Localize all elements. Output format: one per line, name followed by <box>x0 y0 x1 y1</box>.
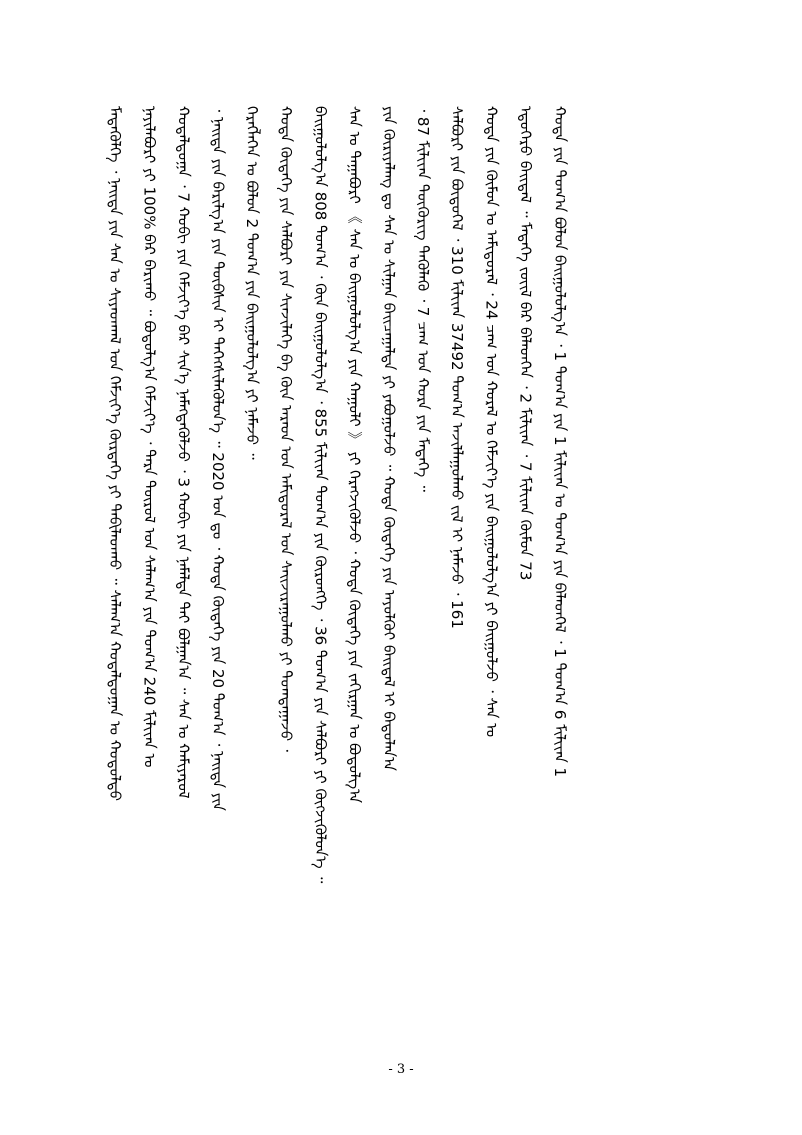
vertical-mongolian-text <box>98 106 708 1046</box>
text-line: ᠶᠢᠨ ᠬᠦᠷᠢᠶᠡᠯᠡᠩ ᠳᠤ ᠰᠠᠨ ᠤ ᠰᠢᠯᠭᠠᠨ ᠪᠠᠢᠴᠠᠭᠠᠯᠲᠠ ᠶᠢ ᠶᠠᠪᠤᠭᠤᠯᠵᠤ ᠃ ᠬᠣᠲᠠ ᠬᠦᠳᠡᠭᠡ ᠶᠢᠨ ᠠᠶᠤᠯᠭᠦᠢ ᠪᠠᠢᠳᠠᠯ ᠢ ᠪᠠᠲᠤᠯᠠᠨ᠎ᠠ <box>379 106 398 771</box>
text-line: ᠡᠳ᠋ᠦᠭᠡᠷᠦ ᠪᠠᠢᠳᠠᠯ ᠃ ᠮᠡᠳᠡᠭᠡ ᠵᠦᠢᠯ ᠪᠠᠷ ᠪᠡᠯᠡᠳᠬᠡᠨ ᠂ 2 ᠮᠢᠯᠢᠶ᠋ᠠᠨ ᠂ 7 ᠮᠢᠯᠢᠶ᠋ᠠᠨ ᠬᠦᠮᠦᠨ 73 <box>516 106 535 581</box>
text-line: ᠰᠠᠨ ᠤ ᠳᠠᠭᠠᠪᠤᠷᠢ 《 ᠰᠠᠨ ᠤ ᠪᠠᠢᠭᠤᠯᠤᠯᠭ᠎ᠠ ᠶᠢᠨ ᠬᠠᠭᠤᠯᠢ 》 ᠶᠢ ᠬᠡᠷᠡᠭᠵᠢᠭᠦᠯᠵᠦ ᠂ ᠬᠣᠲᠠ ᠬᠦᠳᠡᠭᠡ ᠶᠢᠨ ᠵᠠᠬᠢᠷᠭᠠᠨ ᠤ ᠪᠣᠳᠣᠯᠭ᠎ᠠ <box>345 106 364 804</box>
page-number: - 3 - <box>388 1062 414 1077</box>
text-line: ᠰᠠᠯᠪᠤᠷᠢ ᠶᠢᠨ ᠪᠦᠲᠦᠭᠡᠯ ᠂ 310 ᠮᠢᠯᠢᠶ᠋ᠠᠨ 37492 ᠲᠣᠭ᠎ᠠ ᠠᠵᠢᠯᠯᠠᠭᠤᠯᠬᠤ ᠵᠢᠯ ᠢ ᠨᠡᠮᠡᠵᠦ ᠂ 161 <box>448 106 467 629</box>
text-line: ᠬᠣᠲᠠ ᠬᠦᠳᠡᠭᠡ ᠶᠢᠨ ᠰᠠᠯᠪᠤᠷᠢ ᠶᠢᠨ ᠰᠢᠨᠵᠢᠯᠡᠭᠡ ᠪᠠ ᠬᠦᠨ ᠠᠷᠠᠳ ᠤᠨ ᠠᠮᠢᠳᠤᠷᠠᠯ ᠤᠨ ᠰᠠᠢᠵᠢᠷᠠᠭᠤᠯᠬᠤ ᠶᠢ ᠲᠣᠭᠲᠠᠭᠠᠵᠤ ᠂ <box>277 106 296 752</box>
text-line: ᠮᠡᠳᠡᠭᠦᠯᠭᠡ ᠂ ᠨᠡᠢᠲᠡ ᠶᠢᠨ ᠰᠠᠨ ᠤ ᠰᠢᠶᠠᠳᠬᠠᠯ ᠤᠨ ᠬᠡᠮᠵᠢᠶ᠎ᠡ ᠬᠦᠷᠳᠡᠭᠡ ᠶᠢ ᠲᠠᠪᠢᠯᠠᠳᠬᠤ ᠃ ᠰᠠᠯᠠᠭ᠎ᠠ ᠬᠤᠳᠠᠯᠳᠤᠭᠠᠨ ᠤ ᠬᠤᠳᠤᠯᠳᠤ <box>106 106 125 801</box>
text-line: ᠂ ᠨᠡᠢᠲᠡ ᠶᠢᠨ ᠪᠠᠷᠢᠯᠭ᠎ᠠ ᠶᠢᠨ ᠲᠦᠪᠰᠢᠨ ᠢ ᠳᠡᠭᠡᠭᠰᠢᠯᠡᠭᠦᠯᠦᠨ᠎ᠡ ᠃ 2020 ᠣᠨ ᠳᠤ ᠂ ᠬᠣᠲᠠ ᠬᠦᠳᠡᠭᠡ ᠶᠢᠨ 20 ᠲᠣᠭ᠎ᠠ ᠂ ᠨᠡᠢᠲᠡ ᠶᠢᠨ <box>208 106 227 811</box>
text-line: ᠂ 87 ᠮᠢᠯᠢᠶ᠋ᠠᠨ ᠲᠥᠭᠦᠷᠢᠭ ᠲᠡᠭᠦᠯᠡᠬᠦ ᠂ 7 ᠴᠠᠭ ᠤᠨ ᠬᠤᠷᠠ ᠶᠢᠨ ᠮᠡᠳᠡᠭᠡ ᠃ <box>414 106 433 492</box>
text-line: ᠬᠡᠷᠡᠭᠯᠡᠭᠡᠨ ᠤ ᠪᠣᠯᠤᠨ 2 ᠲᠣᠭ᠎ᠠ ᠶᠢᠨ ᠪᠠᠢᠭᠤᠯᠤᠯᠭ᠎ᠠ ᠶᠢ ᠨᠡᠮᠡᠵᠦ ᠃ <box>243 106 262 460</box>
text-line: ᠨᠡᠶᠢᠯᠡᠪᠦᠷᠢ ᠶᠢ 100% ᠪᠠᠷ ᠪᠠᠷᠢᠬᠤ ᠃ ᠪᠤᠳᠤᠯᠭ᠎ᠠ ᠬᠡᠮᠵᠢᠶ᠎ᠡ ᠂ ᠲᠡᠷᠡ ᠲᠦᠷᠦᠯ ᠤᠨ ᠰᠠᠯᠠᠭ᠎ᠠ ᠶᠢᠨ ᠲᠣᠭ᠎ᠠ 240 ᠮᠢᠯᠢᠶ᠋ᠠᠨ ᠤ <box>140 106 159 768</box>
text-line: ᠬᠣᠲᠠ ᠶᠢᠨ ᠬᠦᠮᠦᠨ ᠤ ᠠᠮᠢᠳᠤᠷᠠᠯ ᠂ 24 ᠴᠠᠭ ᠤᠨ ᠬᠤᠷᠠᠯ ᠤ ᠬᠡᠮᠵᠢᠶ᠎ᠡ ᠶᠢᠨ ᠪᠠᠢᠭᠤᠯᠤᠯᠭ᠎ᠠ ᠶᠢ ᠪᠠᠢᠭᠤᠯᠵᠤ ᠂ ᠰᠠᠨ ᠤ <box>482 106 501 738</box>
text-line: ᠬᠣᠲᠠ ᠶᠢᠨ ᠲᠣᠭ᠎ᠠ ᠪᠣᠯᠤᠨ ᠪᠠᠢᠭᠤᠯᠤᠯᠭ᠎ᠠ ᠂ 1 ᠲᠣᠭ᠎ᠠ ᠶᠢᠨ 1 ᠮᠢᠯᠢᠶ᠋ᠠᠨ ᠤ ᠲᠣᠭ᠎ᠠ ᠶᠢᠨ ᠪᠡᠯᠡᠳᠬᠡᠯ ᠂ 1 ᠲᠣᠭ᠎ᠠ 6 ᠮᠢᠯᠢᠶ᠋ᠠᠨ 1 <box>550 106 569 778</box>
text-line: ᠪᠠᠢᠭᠤᠯᠤᠯᠭ᠎ᠠ 808 ᠲᠣᠭ᠎ᠠ ᠂ ᠬᠦᠨ ᠪᠠᠢᠭᠤᠯᠤᠯᠭ᠎ᠠ ᠂ 855 ᠮᠢᠯᠢᠶ᠋ᠠᠨ ᠲᠣᠭ᠎ᠠ ᠶᠢᠨ ᠬᠥᠷᠥᠩᠭᠡ ᠂ 36 ᠲᠣᠭ᠎ᠠ ᠶᠢᠨ ᠰᠠᠯᠪᠤᠷᠢ ᠶᠢ ᠬᠥᠭᠵᠢᠭᠦᠯᠦᠨ᠎ᠡ ᠃ <box>311 106 330 884</box>
text-line: ᠬᠤᠳᠠᠯᠳᠤᠭᠠ ᠂ 7 ᠬᠤᠪᠢ ᠶᠢᠨ ᠬᠡᠮᠵᠢᠶ᠎ᠡ ᠪᠡᠷ ᠰᠢᠨ᠎ᠡ ᠨᠡᠮᠡᠭᠳᠡᠭᠦᠯᠵᠦ ᠂ 3 ᠬᠤᠪᠢ ᠶᠢᠨ ᠨᠡᠮᠡᠯᠲᠡ ᠲᠠᠢ ᠪᠣᠯᠭᠠᠨ᠎ᠠ ᠃ ᠰᠠᠨ ᠤ ᠬᠠᠮᠢᠶᠠᠷᠤᠯ <box>174 106 193 799</box>
